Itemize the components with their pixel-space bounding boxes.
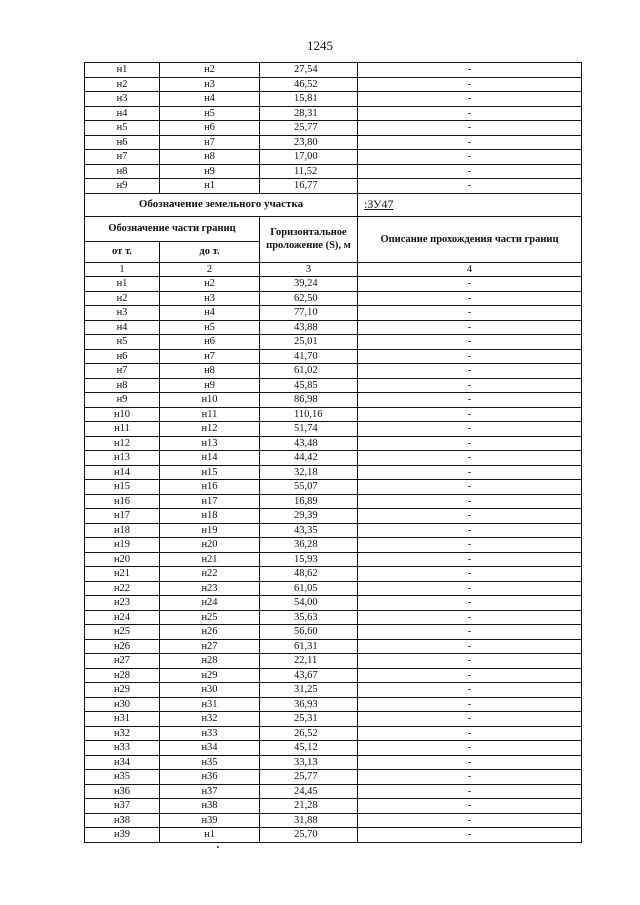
- to-point: н18: [160, 509, 260, 524]
- to-point: н20: [160, 538, 260, 553]
- description-value: -: [358, 77, 582, 92]
- to-point: н1: [160, 179, 260, 194]
- from-point: н4: [85, 106, 160, 121]
- length-value: 43,35: [260, 523, 358, 538]
- table-row: [85, 712, 582, 727]
- to-point: н37: [160, 784, 260, 799]
- to-point: н28: [160, 654, 260, 669]
- from-point: н30: [85, 697, 160, 712]
- to-point: н29: [160, 668, 260, 683]
- table-row: [85, 610, 582, 625]
- to-point: н13: [160, 436, 260, 451]
- from-point: н8: [85, 164, 160, 179]
- to-point: н15: [160, 465, 260, 480]
- table-row: [85, 726, 582, 741]
- length-value: 25,01: [260, 335, 358, 350]
- description-value: -: [358, 683, 582, 698]
- length-value: 27,54: [260, 63, 358, 78]
- description-value: -: [358, 668, 582, 683]
- col-num-1: 1: [85, 262, 160, 277]
- length-value: 25,31: [260, 712, 358, 727]
- length-value: 33,13: [260, 755, 358, 770]
- from-point: н12: [85, 436, 160, 451]
- table-row: [85, 465, 582, 480]
- description-value: -: [358, 784, 582, 799]
- description-value: -: [358, 150, 582, 165]
- to-point: н22: [160, 567, 260, 582]
- table-row: [85, 106, 582, 121]
- from-point: н22: [85, 581, 160, 596]
- length-value: 36,93: [260, 697, 358, 712]
- length-value: 86,98: [260, 393, 358, 408]
- length-value: 36,28: [260, 538, 358, 553]
- table-row: [85, 639, 582, 654]
- from-point: н9: [85, 179, 160, 194]
- description-value: -: [358, 509, 582, 524]
- to-point: н25: [160, 610, 260, 625]
- from-point: н28: [85, 668, 160, 683]
- length-value: 24,45: [260, 784, 358, 799]
- description-value: -: [358, 552, 582, 567]
- length-value: 41,70: [260, 349, 358, 364]
- length-value: 39,24: [260, 277, 358, 292]
- from-point: н13: [85, 451, 160, 466]
- to-point: н26: [160, 625, 260, 640]
- from-point: н9: [85, 393, 160, 408]
- length-value: 25,70: [260, 828, 358, 843]
- length-value: 51,74: [260, 422, 358, 437]
- header-boundary-parts: Обозначение части границ: [85, 216, 260, 241]
- header-length: Горизонтальное проложение (S), м: [260, 216, 358, 262]
- length-value: 54,00: [260, 596, 358, 611]
- length-value: 44,42: [260, 451, 358, 466]
- table-row: [85, 581, 582, 596]
- to-point: н21: [160, 552, 260, 567]
- description-value: -: [358, 610, 582, 625]
- length-value: 29,39: [260, 509, 358, 524]
- from-point: н2: [85, 291, 160, 306]
- from-point: н5: [85, 121, 160, 136]
- table-row: [85, 813, 582, 828]
- description-value: -: [358, 335, 582, 350]
- to-point: н38: [160, 799, 260, 814]
- top-rows: [85, 63, 582, 194]
- to-point: н3: [160, 77, 260, 92]
- length-value: 28,31: [260, 106, 358, 121]
- to-point: н7: [160, 135, 260, 150]
- from-point: н15: [85, 480, 160, 495]
- to-point: н33: [160, 726, 260, 741]
- table-row: [85, 422, 582, 437]
- parcel-label: Обозначение земельного участка: [85, 193, 358, 216]
- to-point: н17: [160, 494, 260, 509]
- table-row: [85, 552, 582, 567]
- scan-speck: [217, 846, 219, 848]
- from-point: н3: [85, 92, 160, 107]
- length-value: 25,77: [260, 121, 358, 136]
- table-row: [85, 683, 582, 698]
- table-row: [85, 335, 582, 350]
- boundary-table: [84, 62, 582, 843]
- parcel-value: :ЗУ47: [358, 193, 582, 216]
- length-value: 43,67: [260, 668, 358, 683]
- from-point: н2: [85, 77, 160, 92]
- length-value: 62,50: [260, 291, 358, 306]
- from-point: н34: [85, 755, 160, 770]
- length-value: 16,89: [260, 494, 358, 509]
- table-row: [85, 567, 582, 582]
- from-point: н27: [85, 654, 160, 669]
- from-point: н7: [85, 364, 160, 379]
- length-value: 32,18: [260, 465, 358, 480]
- from-point: н8: [85, 378, 160, 393]
- table-row: [85, 799, 582, 814]
- table-row: [85, 596, 582, 611]
- description-value: -: [358, 179, 582, 194]
- to-point: н12: [160, 422, 260, 437]
- parcel-row: [85, 193, 582, 216]
- description-value: -: [358, 755, 582, 770]
- description-value: -: [358, 63, 582, 78]
- to-point: н32: [160, 712, 260, 727]
- length-value: 43,48: [260, 436, 358, 451]
- table-row: [85, 92, 582, 107]
- to-point: н39: [160, 813, 260, 828]
- length-value: 15,93: [260, 552, 358, 567]
- from-point: н1: [85, 277, 160, 292]
- from-point: н36: [85, 784, 160, 799]
- table-row: [85, 77, 582, 92]
- to-point: н5: [160, 106, 260, 121]
- from-point: н29: [85, 683, 160, 698]
- main-rows: [85, 277, 582, 843]
- length-value: 61,31: [260, 639, 358, 654]
- length-value: 61,02: [260, 364, 358, 379]
- to-point: н9: [160, 378, 260, 393]
- to-point: н7: [160, 349, 260, 364]
- column-number-row: [85, 262, 582, 277]
- length-value: 11,52: [260, 164, 358, 179]
- length-value: 25,77: [260, 770, 358, 785]
- header-from: от т.: [85, 241, 160, 262]
- description-value: -: [358, 523, 582, 538]
- description-value: -: [358, 741, 582, 756]
- from-point: н1: [85, 63, 160, 78]
- to-point: н8: [160, 364, 260, 379]
- to-point: н19: [160, 523, 260, 538]
- table-row: [85, 349, 582, 364]
- to-point: н24: [160, 596, 260, 611]
- from-point: н39: [85, 828, 160, 843]
- table-row: [85, 320, 582, 335]
- description-value: -: [358, 726, 582, 741]
- to-point: н5: [160, 320, 260, 335]
- table-row: [85, 741, 582, 756]
- to-point: н4: [160, 92, 260, 107]
- col-num-3: 3: [260, 262, 358, 277]
- from-point: н26: [85, 639, 160, 654]
- length-value: 17,00: [260, 150, 358, 165]
- length-value: 26,52: [260, 726, 358, 741]
- from-point: н6: [85, 135, 160, 150]
- from-point: н24: [85, 610, 160, 625]
- table-row: [85, 179, 582, 194]
- table-row: [85, 523, 582, 538]
- to-point: н2: [160, 277, 260, 292]
- from-point: н17: [85, 509, 160, 524]
- description-value: -: [358, 291, 582, 306]
- description-value: -: [358, 422, 582, 437]
- from-point: н32: [85, 726, 160, 741]
- description-value: -: [358, 828, 582, 843]
- to-point: н36: [160, 770, 260, 785]
- description-value: -: [358, 436, 582, 451]
- from-point: н20: [85, 552, 160, 567]
- from-point: н4: [85, 320, 160, 335]
- length-value: 61,05: [260, 581, 358, 596]
- to-point: н2: [160, 63, 260, 78]
- page-number: 1245: [307, 38, 333, 53]
- description-value: -: [358, 770, 582, 785]
- table-row: [85, 697, 582, 712]
- description-value: -: [358, 538, 582, 553]
- from-point: н7: [85, 150, 160, 165]
- length-value: 35,63: [260, 610, 358, 625]
- length-value: 45,85: [260, 378, 358, 393]
- table-row: [85, 480, 582, 495]
- to-point: н31: [160, 697, 260, 712]
- description-value: -: [358, 581, 582, 596]
- col-num-2: 2: [160, 262, 260, 277]
- length-value: 55,07: [260, 480, 358, 495]
- table-row: [85, 770, 582, 785]
- to-point: н30: [160, 683, 260, 698]
- table-row: [85, 828, 582, 843]
- description-value: -: [358, 320, 582, 335]
- description-value: -: [358, 92, 582, 107]
- table-row: [85, 755, 582, 770]
- from-point: н10: [85, 407, 160, 422]
- table-row: [85, 277, 582, 292]
- description-value: -: [358, 451, 582, 466]
- to-point: н3: [160, 291, 260, 306]
- to-point: н16: [160, 480, 260, 495]
- description-value: -: [358, 349, 582, 364]
- length-value: 31,88: [260, 813, 358, 828]
- header-description: Описание прохождения части границ: [358, 216, 582, 262]
- description-value: -: [358, 465, 582, 480]
- from-point: н23: [85, 596, 160, 611]
- table-row: [85, 509, 582, 524]
- description-value: -: [358, 567, 582, 582]
- table-row: [85, 393, 582, 408]
- table-row: [85, 291, 582, 306]
- description-value: -: [358, 480, 582, 495]
- table-row: [85, 306, 582, 321]
- length-value: 31,25: [260, 683, 358, 698]
- from-point: н14: [85, 465, 160, 480]
- header-row-1: [85, 216, 582, 241]
- from-point: н5: [85, 335, 160, 350]
- header-to: до т.: [160, 241, 260, 262]
- description-value: -: [358, 596, 582, 611]
- from-point: н37: [85, 799, 160, 814]
- to-point: н27: [160, 639, 260, 654]
- description-value: -: [358, 378, 582, 393]
- length-value: 56,60: [260, 625, 358, 640]
- length-value: 110,16: [260, 407, 358, 422]
- from-point: н33: [85, 741, 160, 756]
- table-row: [85, 63, 582, 78]
- description-value: -: [358, 654, 582, 669]
- length-value: 22,11: [260, 654, 358, 669]
- description-value: -: [358, 121, 582, 136]
- from-point: н11: [85, 422, 160, 437]
- to-point: н6: [160, 121, 260, 136]
- to-point: н1: [160, 828, 260, 843]
- length-value: 15,81: [260, 92, 358, 107]
- table-row: [85, 451, 582, 466]
- from-point: н16: [85, 494, 160, 509]
- description-value: -: [358, 106, 582, 121]
- table-row: [85, 668, 582, 683]
- from-point: н21: [85, 567, 160, 582]
- table-row: [85, 436, 582, 451]
- description-value: -: [358, 697, 582, 712]
- from-point: н18: [85, 523, 160, 538]
- to-point: н9: [160, 164, 260, 179]
- table-row: [85, 784, 582, 799]
- to-point: н4: [160, 306, 260, 321]
- length-value: 77,10: [260, 306, 358, 321]
- table-row: [85, 150, 582, 165]
- length-value: 23,80: [260, 135, 358, 150]
- description-value: -: [358, 364, 582, 379]
- from-point: н35: [85, 770, 160, 785]
- table-row: [85, 135, 582, 150]
- description-value: -: [358, 407, 582, 422]
- table-row: [85, 654, 582, 669]
- length-value: 46,52: [260, 77, 358, 92]
- to-point: н23: [160, 581, 260, 596]
- from-point: н3: [85, 306, 160, 321]
- from-point: н25: [85, 625, 160, 640]
- to-point: н8: [160, 150, 260, 165]
- length-value: 16,77: [260, 179, 358, 194]
- table-row: [85, 378, 582, 393]
- table-row: [85, 538, 582, 553]
- length-value: 45,12: [260, 741, 358, 756]
- table-row: [85, 164, 582, 179]
- description-value: -: [358, 164, 582, 179]
- length-value: 43,88: [260, 320, 358, 335]
- from-point: н19: [85, 538, 160, 553]
- from-point: н31: [85, 712, 160, 727]
- to-point: н6: [160, 335, 260, 350]
- description-value: -: [358, 393, 582, 408]
- table-row: [85, 625, 582, 640]
- table-row: [85, 407, 582, 422]
- description-value: -: [358, 277, 582, 292]
- to-point: н11: [160, 407, 260, 422]
- description-value: -: [358, 712, 582, 727]
- description-value: -: [358, 813, 582, 828]
- description-value: -: [358, 135, 582, 150]
- table-row: [85, 121, 582, 136]
- to-point: н34: [160, 741, 260, 756]
- from-point: н38: [85, 813, 160, 828]
- to-point: н10: [160, 393, 260, 408]
- table-row: [85, 364, 582, 379]
- to-point: н14: [160, 451, 260, 466]
- length-value: 21,28: [260, 799, 358, 814]
- from-point: н6: [85, 349, 160, 364]
- col-num-4: 4: [358, 262, 582, 277]
- description-value: -: [358, 625, 582, 640]
- description-value: -: [358, 306, 582, 321]
- description-value: -: [358, 494, 582, 509]
- description-value: -: [358, 799, 582, 814]
- table-row: [85, 494, 582, 509]
- length-value: 48,62: [260, 567, 358, 582]
- description-value: -: [358, 639, 582, 654]
- to-point: н35: [160, 755, 260, 770]
